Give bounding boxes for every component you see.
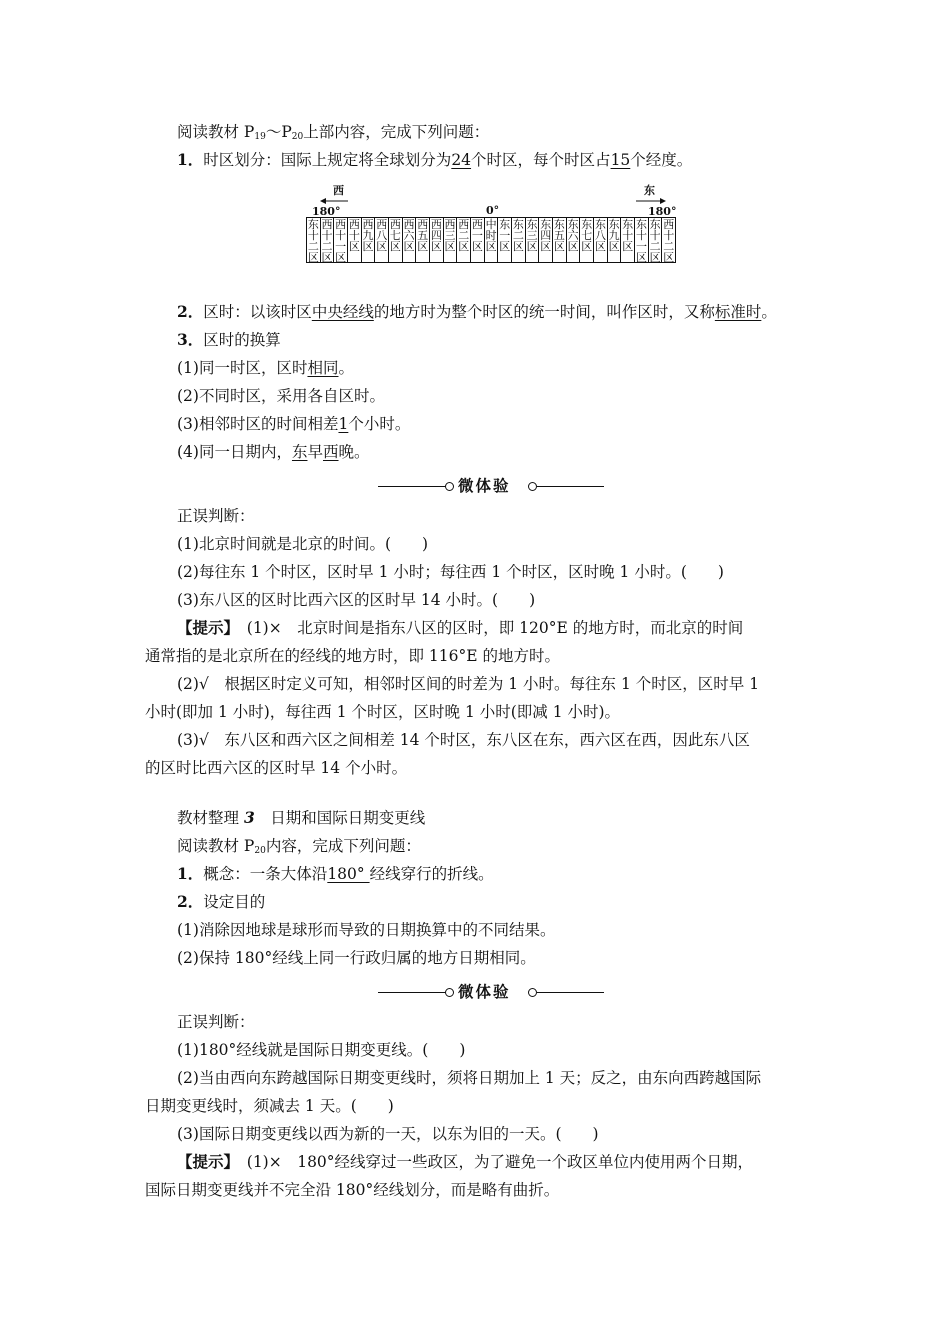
- divider-dot-icon: [528, 988, 537, 997]
- time-zone-cell: [471, 218, 485, 262]
- time-zone-char: 一: [471, 229, 483, 242]
- section1-item1: 1．时区划分：国际上规定将全球划分为24个时区，每个时区占15个经度。: [177, 150, 693, 169]
- time-zone-char: 东: [526, 218, 538, 231]
- section1-sub1: (1)同一时区，区时相同。: [177, 359, 354, 377]
- time-zone-char: 西: [403, 218, 415, 231]
- time-zone-cell: [635, 218, 649, 262]
- divider-dot-icon: [528, 482, 537, 491]
- center-0-label: 0°: [486, 204, 500, 217]
- time-zone-char: 区: [622, 240, 634, 253]
- time-zone-char: 三: [526, 229, 538, 242]
- time-zone-char: 一: [635, 240, 647, 253]
- section2-item1: 1．概念：一条大体沿180° 经线穿行的折线。: [177, 864, 494, 883]
- time-zone-char: 区: [362, 240, 374, 253]
- time-zone-char: 区: [526, 240, 538, 253]
- time-zone-char: 区: [581, 240, 593, 253]
- time-zone-char: 二: [663, 240, 675, 253]
- quiz1-heading: 正误判断：: [177, 507, 255, 525]
- section1-sub4: (4)同一日期内，东早西晚。: [177, 443, 370, 461]
- time-zone-cell: [348, 218, 362, 262]
- time-zone-char: 东: [635, 218, 647, 231]
- quiz2-hint: 【提示】 (1)× 180°经线穿过一些政区，为了避免一个政区单位内使用两个日期，: [177, 1152, 754, 1171]
- time-zone-char: 二: [512, 229, 524, 242]
- time-zone-char: 四: [540, 229, 552, 242]
- section2-intro: 阅读教材 $P_{20}$内容，完成下列问题：: [177, 837, 421, 856]
- time-zone-char: 区: [499, 240, 511, 253]
- section2-title: 教材整理 3 日期和国际日期变更线: [177, 808, 426, 827]
- time-zone-char: 西: [362, 218, 374, 231]
- time-zone-char: 区: [458, 240, 470, 253]
- time-zone-char: 区: [376, 240, 388, 253]
- time-zone-cell: [649, 218, 663, 262]
- time-zone-char: 九: [362, 229, 374, 242]
- time-zone-char: 西: [348, 218, 360, 231]
- time-zone-char: 区: [403, 240, 415, 253]
- time-zone-diagram: [306, 182, 676, 282]
- time-zone-cell: [375, 218, 389, 262]
- time-zone-char: 区: [540, 240, 552, 253]
- time-zone-char: 一: [499, 229, 511, 242]
- time-zone-char: 区: [335, 251, 347, 262]
- quiz2-hint-cont: 国际日期变更线并不完全沿 180°经线划分，而是略有曲折。: [145, 1181, 560, 1199]
- time-zone-strip: [306, 217, 676, 263]
- quiz1-hint: (2)√ 根据区时定义可知，相邻时区间的时差为 1 小时。每往东 1 个时区，区时早 1: [177, 675, 760, 693]
- time-zone-char: 区: [608, 240, 620, 253]
- time-zone-char: 十: [335, 229, 347, 242]
- time-zone-cell: [539, 218, 553, 262]
- quiz1-hint-cont: 通常指的是北京所在的经线的地方时，即 116°E 的地方时。: [145, 647, 561, 665]
- time-zone-char: 十: [321, 229, 333, 242]
- section1-item3: 3．区时的换算: [177, 330, 281, 349]
- quiz1-hint-cont: 小时(即加 1 小时)，每往西 1 个时区，区时晚 1 小时(即减 1 小时)。: [145, 703, 621, 721]
- time-zone-char: 二: [649, 240, 661, 253]
- time-zone-cell: [512, 218, 526, 262]
- time-zone-cell: [594, 218, 608, 262]
- quiz2-question-cont: 日期变更线时，须减去 1 天。( ): [145, 1097, 394, 1115]
- time-zone-char: 西: [417, 218, 429, 231]
- time-zone-cell: [621, 218, 635, 262]
- time-zone-char: 七: [581, 229, 593, 242]
- time-zone-char: 五: [553, 229, 565, 242]
- time-zone-cell: [362, 218, 376, 262]
- micro-experience-divider: [378, 476, 604, 496]
- time-zone-char: 西: [430, 218, 442, 231]
- quiz1-question: (2)每往东 1 个时区，区时早 1 小时；每往西 1 个时区，区时晚 1 小时。( ): [177, 563, 724, 581]
- section1-sub3: (3)相邻时区的时间相差1个小时。: [177, 415, 411, 433]
- micro-experience-divider: [378, 982, 604, 1002]
- time-zone-char: 东: [307, 218, 319, 231]
- time-zone-cell: [334, 218, 348, 262]
- time-zone-cell: [662, 218, 675, 262]
- divider-dot-icon: [445, 988, 454, 997]
- time-zone-char: 西: [321, 218, 333, 231]
- west-arrow-icon: [320, 197, 350, 205]
- time-zone-char: 区: [663, 251, 675, 262]
- time-zone-char: 区: [553, 240, 565, 253]
- time-zone-char: 区: [485, 240, 497, 253]
- time-zone-char: 东: [567, 218, 579, 231]
- time-zone-char: 西: [458, 218, 470, 231]
- time-zone-char: 二: [307, 240, 319, 253]
- time-zone-cell: [321, 218, 335, 262]
- time-zone-cell: [307, 218, 321, 262]
- time-zone-cell: [403, 218, 417, 262]
- time-zone-char: 西: [444, 218, 456, 231]
- time-zone-cell: [485, 218, 499, 262]
- quiz2-heading: 正误判断：: [177, 1013, 255, 1031]
- east-label: 东: [644, 184, 655, 197]
- time-zone-char: 东: [649, 218, 661, 231]
- quiz1-question: (1)北京时间就是北京的时间。( ): [177, 535, 429, 553]
- time-zone-char: 二: [458, 229, 470, 242]
- section1-intro: 阅读教材 $P_{19}\sim P_{20}$上部内容，完成下列问题：: [177, 123, 490, 142]
- time-zone-char: 区: [444, 240, 456, 253]
- west-label: 西: [333, 184, 344, 197]
- time-zone-char: 东: [608, 218, 620, 231]
- quiz2-question: (2)当由西向东跨越国际日期变更线时，须将日期加上 1 天；反之，由东向西跨越国际: [177, 1069, 762, 1087]
- time-zone-char: 区: [307, 251, 319, 262]
- time-zone-cell: [389, 218, 403, 262]
- time-zone-char: 区: [471, 240, 483, 253]
- time-zone-char: 六: [567, 229, 579, 242]
- time-zone-char: 区: [430, 240, 442, 253]
- east-arrow-icon: [636, 197, 666, 205]
- time-zone-char: 八: [376, 229, 388, 242]
- time-zone-char: 九: [608, 229, 620, 242]
- time-zone-char: 四: [430, 229, 442, 242]
- time-zone-char: 时: [485, 229, 497, 242]
- time-zone-cell: [498, 218, 512, 262]
- divider-dot-icon: [445, 482, 454, 491]
- time-zone-cell: [580, 218, 594, 262]
- time-zone-char: 东: [622, 218, 634, 231]
- time-zone-char: 十: [663, 229, 675, 242]
- time-zone-char: 十: [348, 229, 360, 242]
- time-zone-char: 十: [649, 229, 661, 242]
- time-zone-char: 区: [348, 240, 360, 253]
- time-zone-char: 十: [622, 229, 634, 242]
- right-180-label: 180°: [648, 205, 677, 218]
- time-zone-char: 西: [471, 218, 483, 231]
- time-zone-char: 六: [403, 229, 415, 242]
- time-zone-char: 区: [594, 240, 606, 253]
- time-zone-cell: [444, 218, 458, 262]
- time-zone-char: 五: [417, 229, 429, 242]
- quiz1-hint: (3)√ 东八区和西六区之间相差 14 个时区，东八区在东，西六区在西，因此东八区: [177, 731, 750, 749]
- section1-item2: 2．区时：以该时区中央经线的地方时为整个时区的统一时间，叫作区时，又称标准时。: [177, 302, 777, 321]
- quiz1-hint-cont: 的区时比西六区的区时早 14 个小时。: [145, 759, 408, 777]
- time-zone-char: 区: [389, 240, 401, 253]
- time-zone-char: 西: [389, 218, 401, 231]
- left-180-label: 180°: [312, 205, 341, 218]
- time-zone-char: 区: [417, 240, 429, 253]
- section1-sub2: (2)不同时区，采用各自区时。: [177, 387, 385, 405]
- time-zone-char: 十: [635, 229, 647, 242]
- time-zone-cell: [416, 218, 430, 262]
- time-zone-char: 区: [567, 240, 579, 253]
- time-zone-cell: [526, 218, 540, 262]
- micro-experience-title: 微体验: [458, 982, 511, 1001]
- quiz1-question: (3)东八区的区时比西六区的区时早 14 小时。( ): [177, 591, 536, 609]
- time-zone-char: 十: [307, 229, 319, 242]
- section2-item2: 2．设定目的: [177, 892, 266, 911]
- time-zone-char: 东: [499, 218, 511, 231]
- time-zone-char: 八: [594, 229, 606, 242]
- section2-sub2: (2)保持 180°经线上同一行政归属的地方日期相同。: [177, 949, 536, 967]
- time-zone-char: 区: [321, 251, 333, 262]
- time-zone-char: 区: [649, 251, 661, 262]
- time-zone-char: 东: [553, 218, 565, 231]
- time-zone-char: 一: [335, 240, 347, 253]
- time-zone-char: 三: [444, 229, 456, 242]
- time-zone-char: 区: [635, 251, 647, 262]
- time-zone-char: 二: [321, 240, 333, 253]
- time-zone-cell: [553, 218, 567, 262]
- time-zone-char: 西: [335, 218, 347, 231]
- time-zone-char: 东: [540, 218, 552, 231]
- time-zone-char: 东: [512, 218, 524, 231]
- quiz2-question: (1)180°经线就是国际日期变更线。( ): [177, 1041, 466, 1059]
- time-zone-char: 西: [663, 218, 675, 231]
- time-zone-char: 中: [485, 218, 497, 231]
- time-zone-cell: [430, 218, 444, 262]
- quiz1-hint: 【提示】 (1)× 北京时间是指东八区的区时，即 120°E 的地方时，而北京的时间: [177, 618, 744, 637]
- time-zone-char: 东: [581, 218, 593, 231]
- section2-sub1: (1)消除因地球是球形而导致的日期换算中的不同结果。: [177, 921, 556, 939]
- time-zone-char: 区: [512, 240, 524, 253]
- time-zone-char: 七: [389, 229, 401, 242]
- time-zone-cell: [567, 218, 581, 262]
- time-zone-char: 东: [594, 218, 606, 231]
- time-zone-char: 西: [376, 218, 388, 231]
- micro-experience-title: 微体验: [458, 476, 511, 495]
- quiz2-question: (3)国际日期变更线以西为新的一天，以东为旧的一天。( ): [177, 1125, 599, 1143]
- time-zone-cell: [608, 218, 622, 262]
- time-zone-cell: [457, 218, 471, 262]
